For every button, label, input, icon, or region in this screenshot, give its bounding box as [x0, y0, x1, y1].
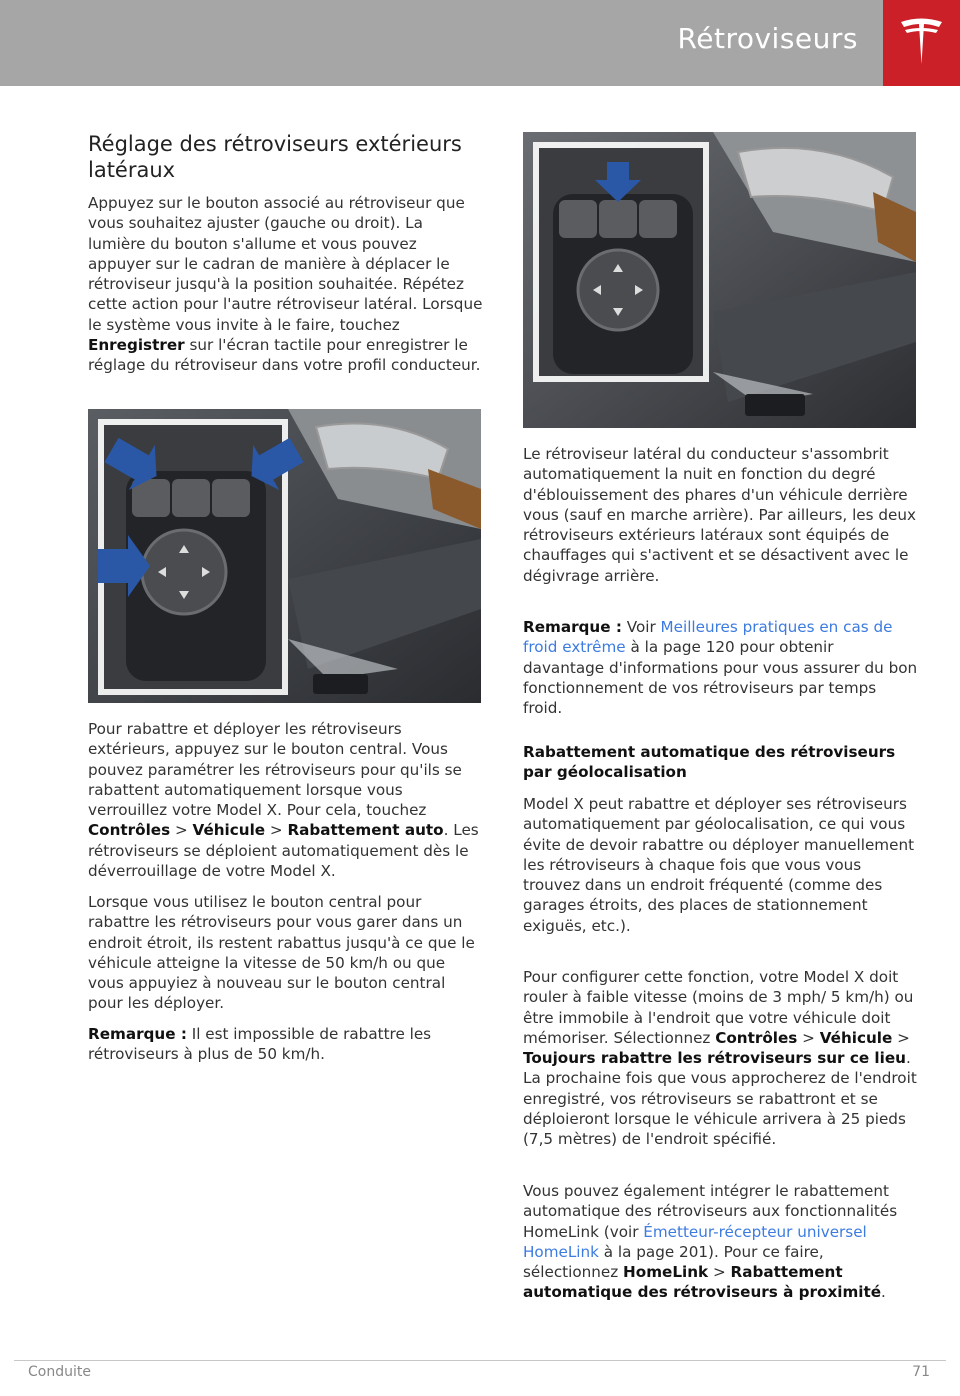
note-speed-limit: Remarque : Il est impossible de rabattre les rétroviseurs à plus de 50 km/h. [88, 1025, 432, 1064]
paragraph-adjust-mirrors: Appuyez sur le bouton associé au rétroviseur que vous souhaitez ajuster (gauche ou droit). La lumière du bouton s'allume et vous pouvez appuyer sur le cadran de manière à déplacer le rétroviseur jusqu'à la position souhaitée. Répétez cette action pour l'autre rétroviseur latéral. Lorsque le système vous invite à le faire, touchez Enregistrer sur l'écran tactile pour enregistrer le réglage du rétroviseur dans votre profil conducteur. [88, 194, 483, 375]
paragraph-homelink: Vous pouvez également intégrer le rabattement automatique des rétroviseurs aux fonctionnalités HomeLink (voir Émetteur-récepteur universel HomeLink à la page 201). Pour ce faire, sélectionnez HomeLink > Rabattement automatique des rétroviseurs à proximité. [523, 1182, 898, 1302]
tesla-logo [883, 0, 960, 86]
page-title: Rétroviseurs [677, 22, 858, 55]
footer-section: Conduite [28, 1364, 91, 1380]
link-homelink[interactable]: Émetteur-récepteur universel HomeLink [523, 1222, 867, 1261]
note-label: Remarque : [523, 618, 622, 636]
note-label: Remarque : [88, 1025, 187, 1043]
mirror-controls-image-2 [523, 132, 916, 428]
page-number: 71 [912, 1364, 930, 1380]
note-cold-weather: Remarque : Voir Meilleures pratiques en cas de froid extrême à la page 120 pour obtenir davantage d'informations pour vous assurer du bon fonctionnement de vos rétroviseurs par temps froid. [523, 618, 918, 718]
paragraph-center-button: Lorsque vous utilisez le bouton central pour rabattre les rétroviseurs pour vous garer dans un endroit étroit, ils restent rabattus jusqu'à ce que le véhicule atteigne la vitesse de 50 km/h ou que vous appuyiez à nouveau sur le bouton central pour les déployer. [88, 893, 475, 1013]
paragraph-auto-dimming: Le rétroviseur latéral du conducteur s'assombrit automatiquement la nuit en fonction du degré d'éblouissement des phares d'un véhicule derrière vous (sauf en marche arrière). Par ailleurs, les deux rétroviseurs extérieurs latéraux sont équipés de chauffages qui s'activent et se désactivent avec le dégivrage arrière. [523, 445, 916, 585]
mirror-controls-image-1 [88, 409, 481, 703]
paragraph-geolocation: Model X peut rabattre et déployer ses rétroviseurs automatiquement par géolocalisation, ce qui vous évite de devoir rabattre ou déployer manuellement les rétroviseurs à chaque fois que vous vous trouvez dans un endroit fréquenté (comme des garages étroits, des places de stationnement exiguës, etc.). [523, 795, 915, 935]
paragraph-configure: Pour configurer cette fonction, votre Model X doit rouler à faible vitesse (moins de 3 mph/ 5 km/h) ou être immobile à l'endroit que votre véhicule doit mémoriser. Sélectionnez Contrôles > Véhicule > Toujours rabattre les rétroviseurs sur ce lieu. La prochaine fois que vous approcherez de l'endroit enregistré, vos rétroviseurs se rabattront et se déploieront lorsque le véhicule arrivera à 25 pieds (7,5 mètres) de l'endroit spécifié. [523, 968, 917, 1149]
link-cold-weather[interactable]: Meilleures pratiques en cas de froid extrême [523, 618, 893, 657]
subheading-geolocation: Rabattement automatique des rétroviseurs par géolocalisation [523, 743, 896, 782]
footer-divider [14, 1360, 946, 1361]
paragraph-fold-mirrors: Pour rabattre et déployer les rétroviseurs extérieurs, appuyez sur le bouton central. Vous pouvez paramétrer les rétroviseurs pour qu'ils se rabattent automatiquement lorsque vous verrouillez votre Model X. Pour cela, touchez Contrôles > Véhicule > Rabattement auto. Les rétroviseurs se déploient automatiquement dès le déverrouillage de votre Model X. [88, 720, 479, 881]
ui-label-enregistrer: Enregistrer [88, 336, 185, 355]
page-header [0, 0, 960, 86]
section-heading: Réglage des rétroviseurs extérieurs latéraux [88, 132, 462, 182]
